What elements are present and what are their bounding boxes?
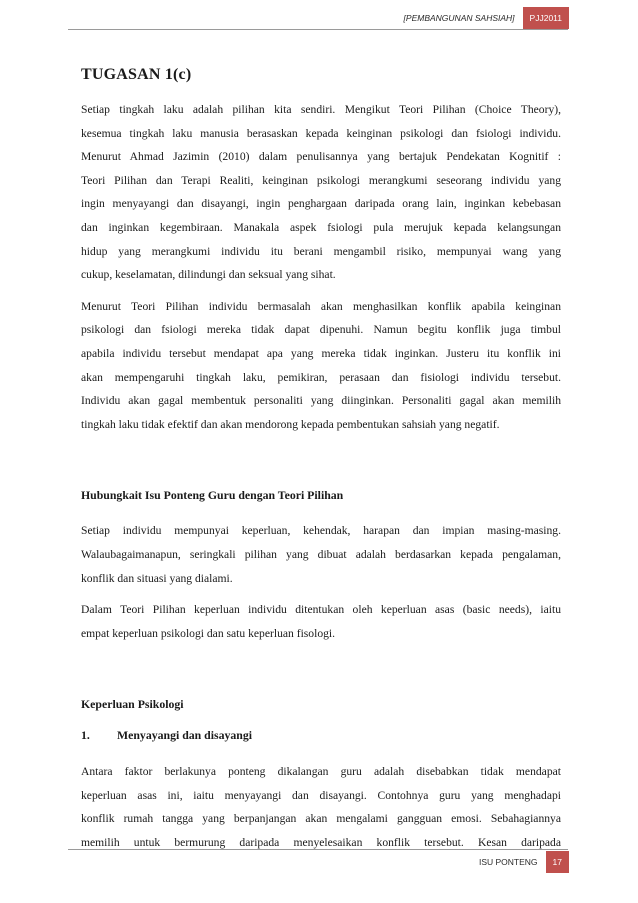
text-line: apabila individu tersebut mendapat apa yang mereka tidak inginkan. Justeru itu konflik ini xyxy=(81,346,561,360)
header-title: [PEMBANGUNAN SAHSIAH] xyxy=(403,13,515,23)
text-line: konflik rumah tangga yang berpanjangan akan mengalami gangguan emosi. Sebahagiannya xyxy=(81,812,561,826)
text-line: cukup, keselamatan, dilindungi dan seksual yang sihat. xyxy=(81,268,336,282)
text-line: ingin menyayangi dan disayangi, ingin penghargaan daripada orang lain, inginkan kebebasan xyxy=(81,197,561,211)
paragraph-1 xyxy=(81,98,561,287)
text-line: dan inginkan kegembiraan. Manakala aspek fsiologi pula merujuk kepada kelangsungan xyxy=(81,220,561,234)
text-line: empat keperluan psikologi dan satu keperluan fisologi. xyxy=(81,626,336,640)
text-line: Individu akan gagal membentuk personaliti yang diinginkan. Personaliti gagal akan memilih xyxy=(81,394,561,408)
subheading-1 xyxy=(81,728,561,743)
text-line: Dalam Teori Pilihan keperluan individu ditentukan oleh keperluan asas (basic needs), iaitu xyxy=(81,603,561,617)
paragraph-4 xyxy=(81,598,561,645)
header-badge: PJJ2011 xyxy=(523,7,569,29)
text-line: Setiap tingkah laku adalah pilihan kita sendiri. Mengikut Teori Pilihan (Choice Theory), xyxy=(81,103,561,116)
section-heading-2: Keperluan Psikologi xyxy=(81,697,184,712)
text-line: Walaubagaimanapun, seringkali pilihan yang dibuat adalah berdasarkan kepada pengalaman, xyxy=(81,547,561,561)
text-line: memilih untuk bermurung daripada menyelesaikan konflik tersebut. Kesan daripada xyxy=(81,836,561,850)
text-line: Antara faktor berlakunya ponteng dikalangan guru adalah disebabkan tidak mendapat xyxy=(81,765,561,779)
paragraph-5 xyxy=(81,760,561,854)
section-heading-1: Hubungkait Isu Ponteng Guru dengan Teori Pilihan xyxy=(81,488,344,503)
text-line: keperluan asas ini, iaitu menyayangi dan disayangi. Contohnya guru yang menghadapi xyxy=(81,788,561,802)
text-line: tingkah laku tidak efektif dan akan mendorong kepada pembentukan sahsiah yang negatif. xyxy=(81,417,500,431)
text-line: Teori Pilihan dan Terapi Realiti, keinginan psikologi merangkumi seseorang individu yang xyxy=(81,173,561,187)
text-line: Menurut Teori Pilihan individu bermasalah akan menghasilkan konflik apabila keinginan xyxy=(81,299,561,313)
text-line: akan mempengaruhi tingkah laku, pemikiran, perasaan dan fisiologi individu tersebut. xyxy=(81,370,561,384)
text-line: Menurut Ahmad Jazimin (2010) dalam penulisannya yang bertajuk Pendekatan Kognitif : xyxy=(81,150,561,164)
page-footer xyxy=(479,851,569,873)
page-title: TUGASAN 1(c) xyxy=(81,66,192,83)
header-rule xyxy=(68,29,568,30)
text-line: konflik dan situasi yang dialami. xyxy=(81,571,233,585)
footer-rule xyxy=(68,849,568,850)
page-number-badge: 17 xyxy=(546,851,569,873)
subheading-number: 1. xyxy=(81,728,90,743)
text-line: kesemua tingkah laku manusia berasaskan kepada keinginan psikologi dan fsiologi individu. xyxy=(81,126,561,140)
subheading-title: Menyayangi dan disayangi xyxy=(117,728,253,743)
page-content xyxy=(81,66,561,863)
page-header xyxy=(404,7,569,29)
footer-label: ISU PONTENG xyxy=(478,857,538,867)
paragraph-3 xyxy=(81,519,561,590)
text-line: psikologi dan fsiologi mereka tidak dapat dipenuhi. Namun begitu konflik juga timbul xyxy=(81,323,561,337)
text-line: hidup yang merangkumi individu itu berani mengambil risiko, mempunyai wang yang xyxy=(81,244,561,258)
text-line: Setiap individu mempunyai keperluan, kehendak, harapan dan impian masing-masing. xyxy=(81,524,561,538)
paragraph-2 xyxy=(81,295,561,437)
